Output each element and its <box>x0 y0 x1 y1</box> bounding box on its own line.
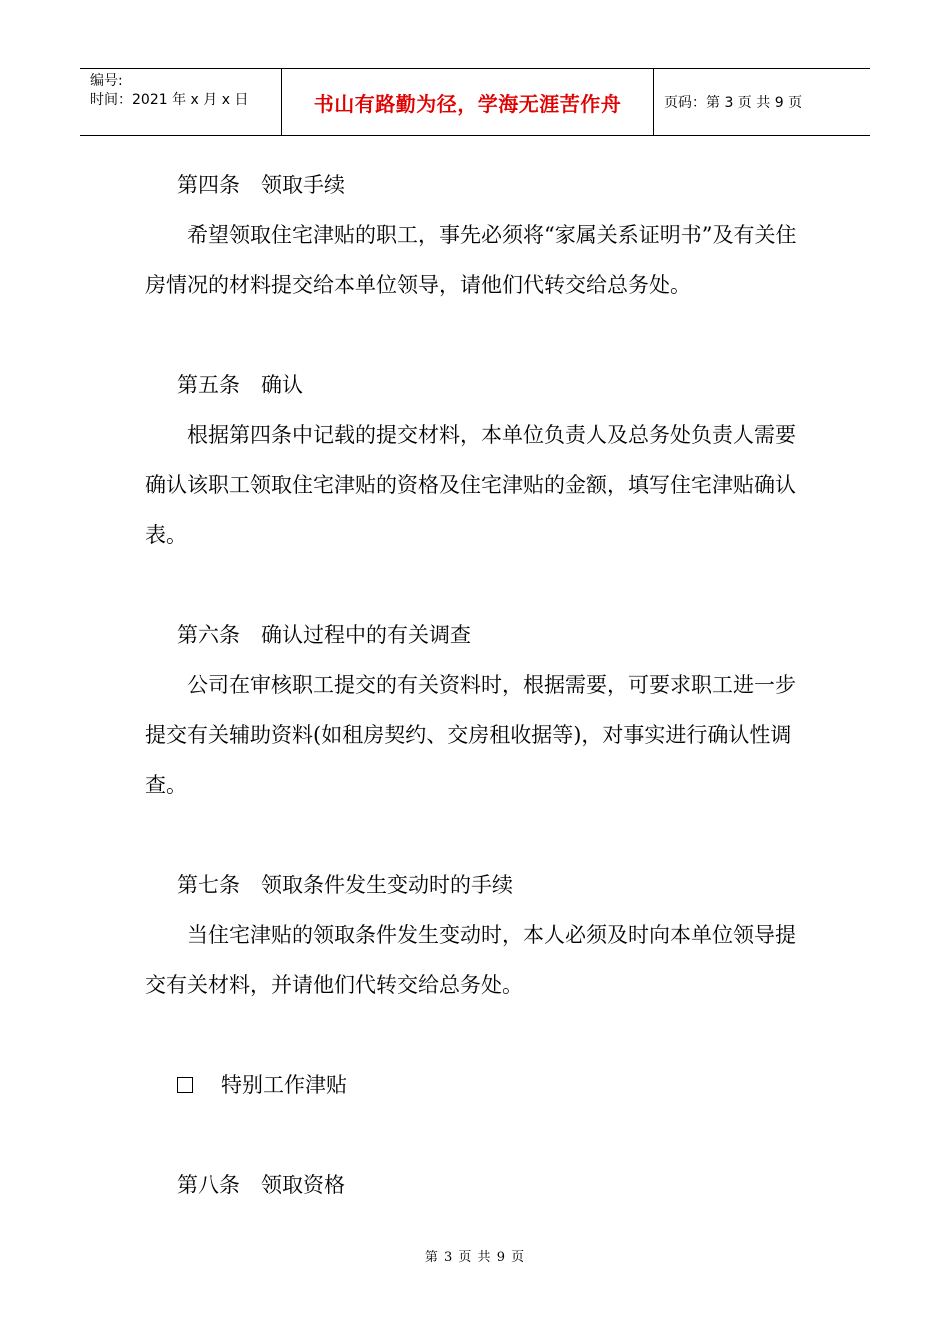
page-footer <box>0 1246 950 1265</box>
document-number-label: 编号: <box>90 73 123 89</box>
article-7-body: 当住宅津贴的领取条件发生变动时，本人必须及时向本单位领导提交有关材料，并请他们代转交给总务处。 <box>145 923 796 997</box>
spacer <box>145 1010 805 1060</box>
header-page-info <box>654 69 870 135</box>
document-body <box>145 160 805 1210</box>
article-4-body: 希望领取住宅津贴的职工，事先必须将“家属关系证明书”及有关住房情况的材料提交给本单位领导，请他们代转交给总务处。 <box>145 223 797 297</box>
checkbox-icon <box>177 1077 193 1093</box>
page-info-text: 页码：第 3 页 共 9 页 <box>664 95 803 111</box>
spacer <box>145 310 805 360</box>
section-heading <box>145 1060 805 1110</box>
spacer <box>145 810 805 860</box>
article-5-title: 第五条 确认 <box>177 373 303 397</box>
spacer <box>145 560 805 610</box>
article-6-title: 第六条 确认过程中的有关调查 <box>177 623 471 647</box>
header-meta <box>80 69 282 135</box>
article-5-body: 根据第四条中记载的提交材料，本单位负责人及总务处负责人需要确认该职工领取住宅津贴的资格及住宅津贴的金额，填写住宅津贴确认表。 <box>145 423 796 547</box>
section-label: 特别工作津贴 <box>221 1073 347 1097</box>
page-header <box>80 68 870 136</box>
article-8-title: 第八条 领取资格 <box>177 1173 345 1197</box>
spacer <box>145 1110 805 1160</box>
header-motto-cell <box>282 69 654 135</box>
article-7-title: 第七条 领取条件发生变动时的手续 <box>177 873 513 897</box>
document-date: 时间：2021 年 x 月 x 日 <box>90 92 249 108</box>
footer-page-number: 第 3 页 共 9 页 <box>424 1250 526 1265</box>
article-4-title: 第四条 领取手续 <box>177 173 345 197</box>
header-motto: 书山有路勤为径，学海无涯苦作舟 <box>313 91 622 116</box>
article-6-body: 公司在审核职工提交的有关资料时，根据需要，可要求职工进一步提交有关辅助资料(如租房契约、交房租收据等)，对事实进行确认性调查。 <box>145 673 796 797</box>
